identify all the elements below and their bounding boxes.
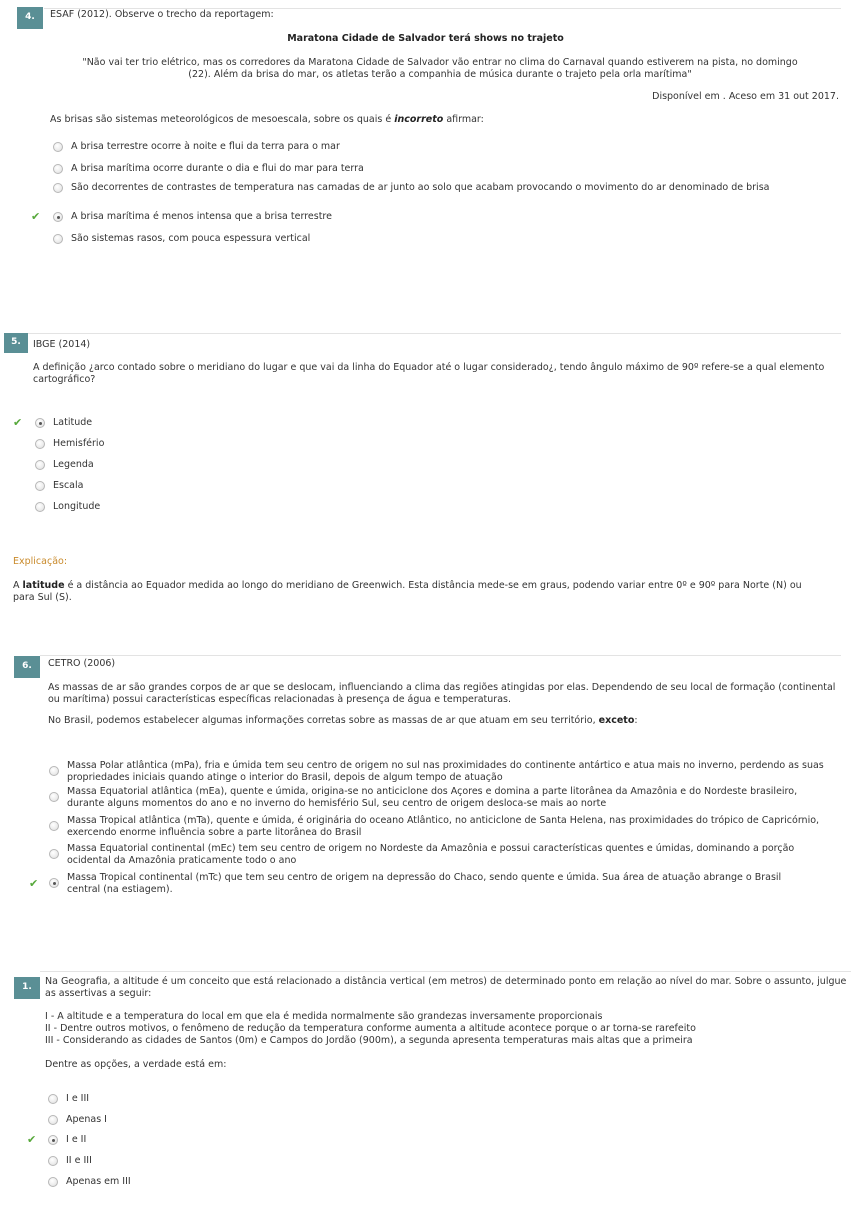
option-d[interactable]	[49, 843, 829, 867]
prompt-text: No Brasil, podemos estabelecer algumas informações corretas sobre as massas de ar que atuam em seu território,	[48, 715, 599, 726]
divider	[40, 655, 841, 656]
option-label: Apenas em III	[66, 1176, 131, 1187]
option-label: Latitude	[53, 417, 93, 428]
radio-icon[interactable]	[48, 1094, 58, 1104]
option-c[interactable]	[53, 182, 813, 194]
option-a[interactable]	[49, 760, 829, 784]
quote-line-1: "Não vai ter trio elétrico, mas os corredores da Maratona Cidade de Salvador vão entrar no clima do Carnaval quando estiverem na pista, no domingo	[82, 57, 798, 68]
radio-icon[interactable]	[49, 878, 59, 888]
check-icon: ✔	[29, 877, 39, 890]
radio-icon[interactable]	[35, 418, 45, 428]
assertion-2: II - Dentre outros motivos, o fenômeno de redução da temperatura conforme aumenta a altitude acontece porque o ar torna-se rarefeito	[45, 1023, 696, 1034]
option-b[interactable]	[48, 1114, 107, 1126]
question-source: ESAF (2012). Observe o trecho da reportagem:	[50, 9, 274, 20]
option-b[interactable]	[53, 163, 364, 175]
option-label: Longitude	[53, 501, 101, 512]
option-label: Massa Tropical continental (mTc) que tem seu centro de origem na depressão do Chaco, sendo quente e úmida. Sua área de atuação abrange o Brasil central (na estiagem).	[67, 872, 782, 895]
option-label: São decorrentes de contrastes de temperatura nas camadas de ar junto ao solo que acabam provocando o movimento do ar denominado de brisa	[71, 182, 770, 193]
check-icon: ✔	[31, 210, 41, 223]
option-label: I e III	[66, 1093, 90, 1104]
option-label: Massa Tropical atlântica (mTa), quente e úmida, é originária do oceano Atlântico, no anticiclone de Santa Helena, nas proximidades do trópico de Capricórnio, exercendo enorme influência sobre a parte litorânea do Brasil	[67, 815, 820, 838]
option-label: São sistemas rasos, com pouca espessura vertical	[71, 233, 311, 244]
divider	[28, 333, 841, 334]
quote-line-2: (22). Além da brisa do mar, os atletas terão a companhia de música durante o trajeto pela orla marítima"	[188, 69, 692, 80]
option-label: Massa Polar atlântica (mPa), fria e úmida tem seu centro de origem no sul nas proximidades do continente antártico e atua mais no inverno, perdendo as suas propriedades iniciais quando atinge o interior do Brasil, depois de algum tempo de atuação	[67, 760, 824, 783]
option-label: Massa Equatorial atlântica (mEa), quente e úmida, origina-se no anticiclone dos Açores e domina a parte litorânea da Amazônia e do Nordeste brasileiro, durante alguns momentos do ano e no inverno do hemisfério Sul, seu centro de origem desloca-se mais ao norte	[67, 786, 798, 809]
question-prompt: As massas de ar são grandes corpos de ar que se deslocam, influenciando a clima das regiões atingidas por elas. Dependendo de seu local de formação (continental ou marítima) possui características específicas relacionadas à presença de água e temperaturas.	[48, 682, 836, 705]
question-source: IBGE (2014)	[33, 339, 91, 350]
radio-icon[interactable]	[53, 234, 63, 244]
option-a[interactable]	[48, 1093, 89, 1105]
radio-icon[interactable]	[53, 164, 63, 174]
question-number-badge: 1.	[14, 977, 40, 999]
option-c[interactable]	[49, 815, 829, 839]
option-a[interactable]	[35, 417, 92, 429]
radio-icon[interactable]	[48, 1115, 58, 1125]
radio-icon[interactable]	[35, 460, 45, 470]
option-d[interactable]	[53, 211, 332, 223]
option-label: I e II	[66, 1134, 87, 1145]
radio-icon[interactable]	[49, 821, 59, 831]
option-label: Escala	[53, 480, 84, 491]
option-label: Massa Equatorial continental (mEc) tem seu centro de origem no Nordeste da Amazônia e possui características quentes e úmidas, dominando a porção ocidental da Amazônia praticamente todo o ano	[67, 843, 795, 866]
option-label: A brisa terrestre ocorre à noite e flui da terra para o mar	[71, 141, 340, 152]
prompt-emphasis: exceto	[598, 715, 635, 726]
availability-note: Disponível em . Aceso em 31 out 2017.	[652, 91, 839, 102]
explanation-title: Explicação:	[13, 556, 68, 567]
question-prompt	[50, 114, 484, 126]
assertion-1: I - A altitude e a temperatura do local em que ela é medida normalmente são grandezas inversamente proporcionais	[45, 1011, 603, 1022]
option-d[interactable]	[48, 1155, 92, 1167]
option-label: A brisa marítima ocorre durante o dia e flui do mar para terra	[71, 163, 364, 174]
option-e[interactable]	[35, 501, 100, 513]
option-b[interactable]	[35, 438, 104, 450]
divider	[40, 971, 851, 972]
radio-icon[interactable]	[53, 212, 63, 222]
question-text: Dentre as opções, a verdade está em:	[45, 1059, 227, 1070]
prompt-text-end: :	[634, 715, 638, 726]
radio-icon[interactable]	[35, 439, 45, 449]
option-label: Hemisfério	[53, 438, 105, 449]
check-icon: ✔	[13, 416, 23, 429]
headline: Maratona Cidade de Salvador terá shows no trajeto	[287, 33, 564, 44]
question-source: CETRO (2006)	[48, 658, 116, 669]
radio-icon[interactable]	[49, 849, 59, 859]
radio-icon[interactable]	[53, 183, 63, 193]
assertion-3: III - Considerando as cidades de Santos (0m) e Campos do Jordão (900m), a segunda apresenta temperaturas mais altas que a primeira	[45, 1035, 693, 1046]
option-label: Apenas I	[66, 1114, 107, 1125]
option-c[interactable]	[35, 459, 94, 471]
option-label: II e III	[66, 1155, 92, 1166]
question-number-badge: 5.	[4, 333, 28, 353]
explanation-keyword: latitude	[22, 580, 65, 591]
option-label: Legenda	[53, 459, 94, 470]
radio-icon[interactable]	[48, 1135, 58, 1145]
radio-icon[interactable]	[35, 481, 45, 491]
option-b[interactable]	[49, 786, 829, 810]
radio-icon[interactable]	[53, 142, 63, 152]
option-e[interactable]	[48, 1176, 131, 1188]
radio-icon[interactable]	[49, 792, 59, 802]
option-e[interactable]	[49, 872, 809, 896]
explanation-text	[13, 580, 823, 604]
question-prompt: Na Geografia, a altitude é um conceito que está relacionado a distância vertical (em metros) de determinado ponto em relação ao nível do mar. Sobre o assunto, julgue as assertivas a seguir:	[45, 976, 847, 999]
explanation-part: é a distância ao Equador medida ao longo do meridiano de Greenwich. Esta distância mede-se em graus, podendo variar entre 0º e 90º para Norte (N) ou para Sul (S).	[13, 580, 802, 603]
check-icon: ✔	[27, 1133, 37, 1146]
prompt-emphasis: incorreto	[394, 114, 444, 125]
question-prompt-2	[48, 715, 838, 727]
radio-icon[interactable]	[35, 502, 45, 512]
explanation-part: A	[13, 580, 23, 591]
option-a[interactable]	[53, 141, 340, 153]
radio-icon[interactable]	[48, 1177, 58, 1187]
option-c[interactable]	[48, 1134, 86, 1146]
question-number-badge: 6.	[14, 656, 40, 678]
radio-icon[interactable]	[48, 1156, 58, 1166]
option-d[interactable]	[35, 480, 83, 492]
radio-icon[interactable]	[49, 766, 59, 776]
question-number-badge: 4.	[17, 7, 43, 29]
question-prompt: A definição ¿arco contado sobre o meridiano do lugar e que vai da linha do Equador até o lugar considerado¿, tendo ângulo máximo de 90º refere-se a qual elemento cartográfico?	[33, 362, 825, 385]
option-e[interactable]	[53, 233, 310, 245]
option-label: A brisa marítima é menos intensa que a brisa terrestre	[71, 211, 332, 222]
prompt-text-end: afirmar:	[443, 114, 484, 125]
prompt-text: As brisas são sistemas meteorológicos de mesoescala, sobre os quais é	[50, 114, 395, 125]
